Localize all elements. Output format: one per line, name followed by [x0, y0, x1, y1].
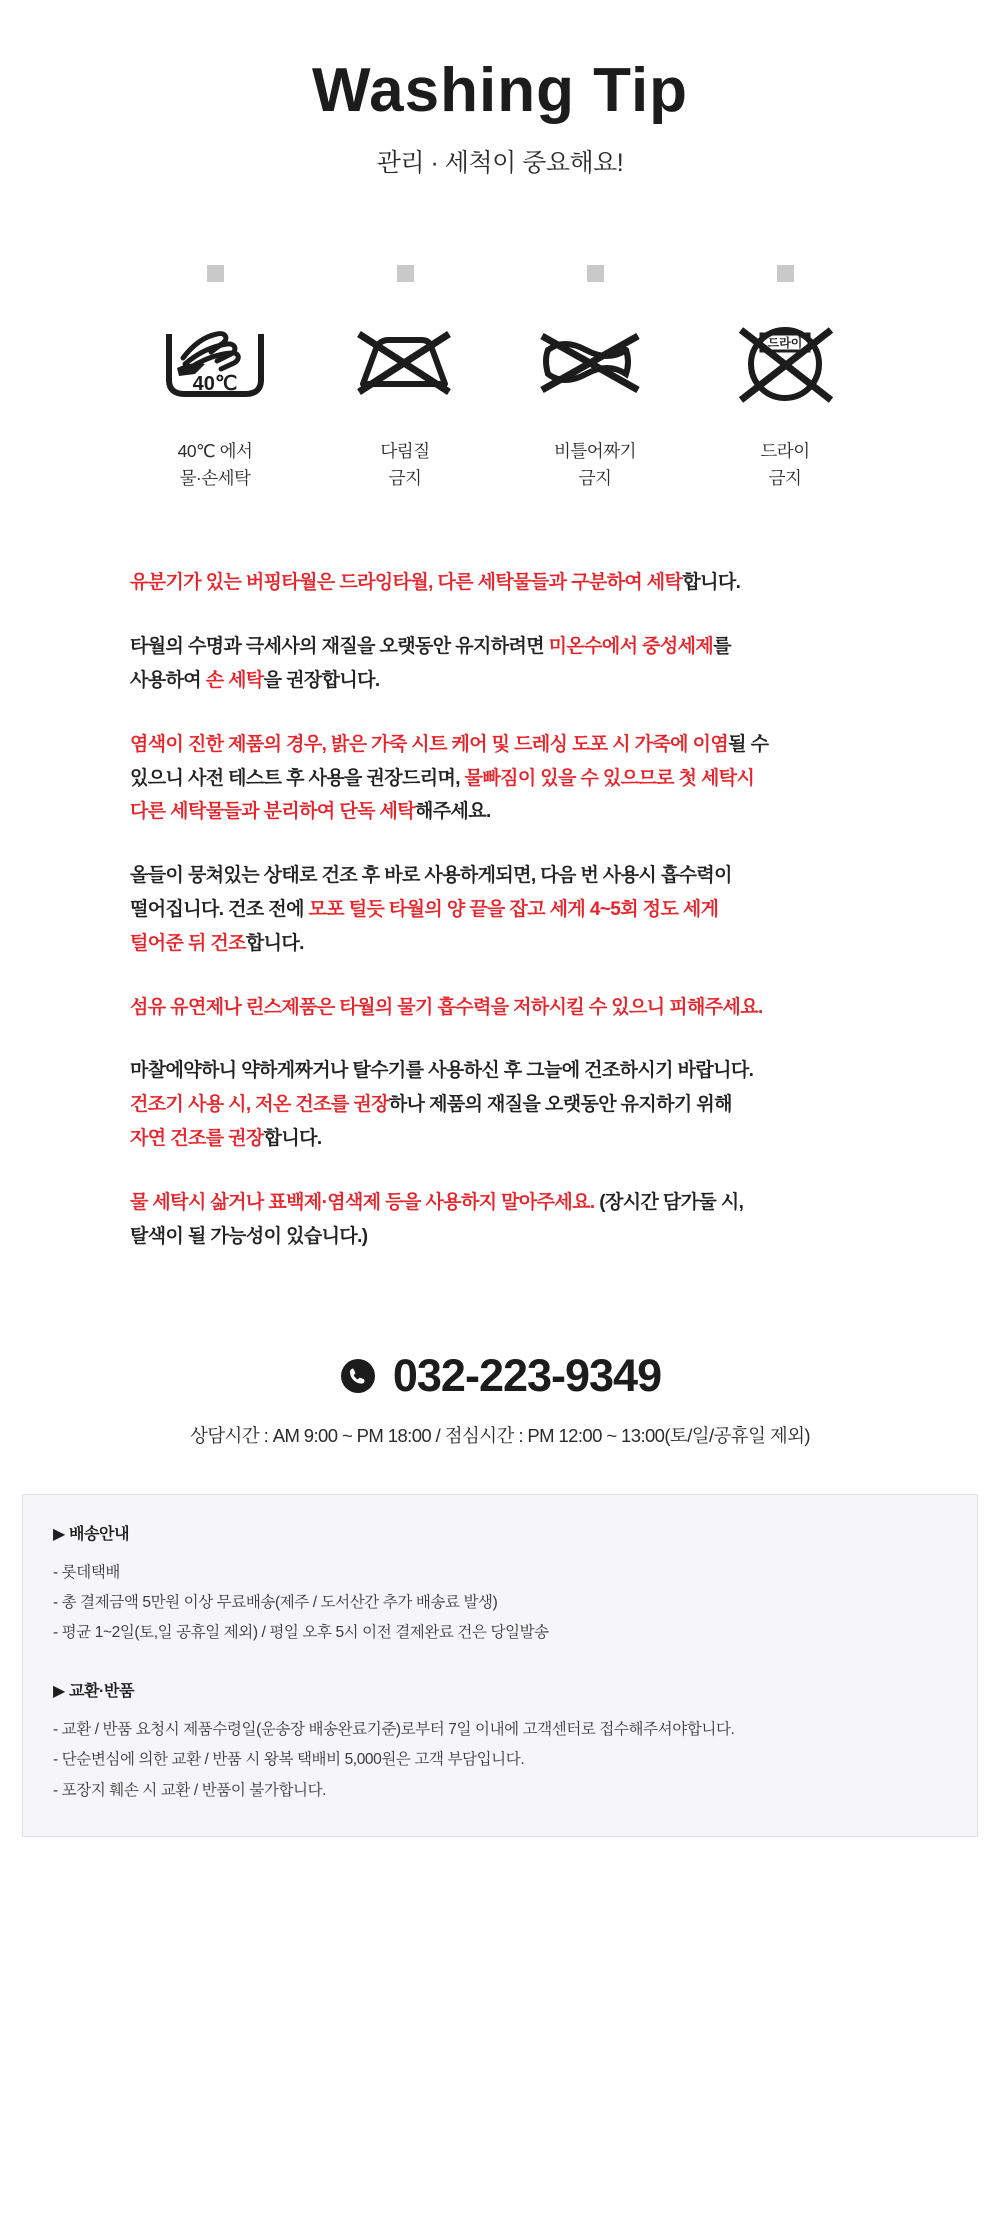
return-line: - 포장지 훼손 시 교환 / 반품이 불가합니다. [53, 1781, 327, 1799]
consult-hours: 상담시간 : AM 9:00 ~ PM 18:00 / 점심시간 : PM 12:00 ~ 13:00(토/일/공휴일 제외) [190, 1424, 810, 1446]
return-line: - 단순변심에 의한 교환 / 반품 시 왕복 택배비 5,000원은 고객 부담입니다. [53, 1751, 525, 1769]
phone-number[interactable]: 032-223-9349 [392, 1349, 662, 1401]
return-heading: ▶ 교환·반품 [53, 1683, 135, 1701]
care-symbol-caption [500, 438, 690, 492]
highlight-text: 유분기가 있는 버핑타월은 드라잉타월, 다른 세탁물들과 구분하여 세탁 [130, 572, 683, 594]
highlight-text: 물 세탁시 삶거나 표백제·염색제 등을 사용하지 말아주세요. [130, 1191, 595, 1213]
care-symbol-no-iron [310, 265, 500, 492]
body-text: 타월의 수명과 극세사의 재질을 오랫동안 유지하려면 [130, 636, 549, 658]
instruction-paragraph [130, 1186, 870, 1254]
shipping-line: - 롯데택배 [53, 1563, 120, 1581]
body-text: 탈색이 될 가능성이 있습니다.) [130, 1225, 368, 1247]
highlight-text: 다른 세탁물들과 분리하여 단독 세탁 [130, 801, 416, 823]
body-text: 마찰에약하니 약하게짜거나 탈수기를 사용하신 후 그늘에 건조하시기 바랍니다. [130, 1060, 754, 1082]
highlight-text: 손 세탁 [205, 669, 264, 691]
care-symbol-no-wring [500, 265, 690, 492]
no-iron-icon [310, 310, 500, 410]
highlight-text: 섬유 유연제나 린스제품은 타월의 물기 흡수력을 저하시킬 수 있으니 피해주세요. [130, 996, 763, 1018]
body-text: 있으니 사전 테스트 후 사용을 권장드리며, [130, 767, 465, 789]
body-text: 합니다. [682, 572, 741, 594]
instruction-paragraph [130, 859, 870, 960]
shipping-line: - 총 결제금액 5만원 이상 무료배송(제주 / 도서산간 추가 배송료 발생) [53, 1593, 498, 1611]
caption-line-1: 비틀어짜기 [553, 441, 637, 462]
body-text: 합니다. [263, 1128, 322, 1150]
care-symbol-hand-wash [120, 265, 310, 492]
highlight-text: 자연 건조를 권장 [130, 1128, 264, 1150]
body-text: 하나 제품의 재질을 오랫동안 유지하기 위해 [388, 1094, 732, 1116]
no-wring-icon [500, 310, 690, 410]
page-title: Washing Tip [311, 56, 689, 125]
highlight-text: 건조기 사용 시, 저온 건조를 권장 [130, 1094, 389, 1116]
caption-line-2: 금지 [768, 468, 802, 489]
caption-line-2: 금지 [578, 468, 612, 489]
instruction-paragraph [130, 728, 870, 829]
body-text: 해주세요. [415, 801, 491, 823]
care-symbol-no-dryclean [690, 265, 880, 492]
highlight-text: 물빠짐이 있을 수 있으므로 첫 세탁시 [464, 767, 755, 789]
care-symbol-caption [690, 438, 880, 492]
instruction-paragraph [130, 1054, 870, 1155]
marker-square-icon [587, 265, 604, 282]
instruction-paragraph [130, 991, 870, 1025]
washing-instructions [100, 566, 900, 1253]
marker-square-icon [777, 265, 794, 282]
body-text: 사용하여 [130, 669, 206, 691]
shipping-heading: ▶ 배송안내 [53, 1525, 130, 1543]
body-text: 올들이 뭉쳐있는 상태로 건조 후 바로 사용하게되면, 다음 번 사용시 흡수력이 [130, 865, 732, 887]
body-text: 될 수 [728, 733, 769, 755]
highlight-text: 염색이 진한 제품의 경우, 밝은 가죽 시트 케어 및 드레싱 도포 시 가죽에 이염 [130, 733, 729, 755]
body-text: 을 권장합니다. [263, 669, 380, 691]
page-subtitle: 관리 · 세척이 중요해요! [376, 149, 624, 178]
caption-line-1: 40℃ 에서 [177, 441, 253, 462]
caption-line-2: 금지 [388, 468, 422, 489]
caption-line-2: 물·손세탁 [179, 468, 251, 489]
highlight-text: 털어준 뒤 건조 [130, 932, 246, 954]
phone-icon [339, 1357, 377, 1395]
instruction-paragraph [130, 566, 870, 600]
shipping-return-info-box [22, 1494, 978, 1837]
care-symbol-caption [310, 438, 500, 492]
hand-wash-temperature-label: 40℃ [192, 373, 238, 396]
instruction-paragraph [130, 630, 870, 698]
hand-wash-40c-icon [120, 310, 310, 410]
dryclean-text-label: 드라이 [767, 336, 803, 351]
care-symbol-row [0, 265, 1000, 492]
no-dryclean-icon [690, 310, 880, 410]
highlight-text: 미온수에서 중성세제 [548, 636, 714, 658]
caption-line-1: 다림질 [380, 441, 430, 462]
page-header [0, 0, 1000, 179]
body-text: 합니다. [245, 932, 304, 954]
return-line: - 교환 / 반품 요청시 제품수령일(운송장 배송완료기준)로부터 7일 이내에 고객센터로 접수해주셔야합니다. [53, 1721, 735, 1739]
body-text: (장시간 담가둘 시, [594, 1191, 744, 1213]
marker-square-icon [207, 265, 224, 282]
contact-block [0, 1350, 1000, 1448]
marker-square-icon [397, 265, 414, 282]
highlight-text: 모포 털듯 타월의 양 끝을 잡고 세게 4~5회 정도 세게 [308, 899, 719, 921]
shipping-line: - 평균 1~2일(토,일 공휴일 제외) / 평일 오후 5시 이전 결제완료 건은 당일발송 [53, 1623, 549, 1641]
body-text: 를 [713, 636, 731, 658]
phone-row [0, 1350, 1000, 1402]
caption-line-1: 드라이 [760, 441, 810, 462]
body-text: 떨어집니다. 건조 전에 [130, 899, 309, 921]
care-symbol-caption [120, 438, 310, 492]
